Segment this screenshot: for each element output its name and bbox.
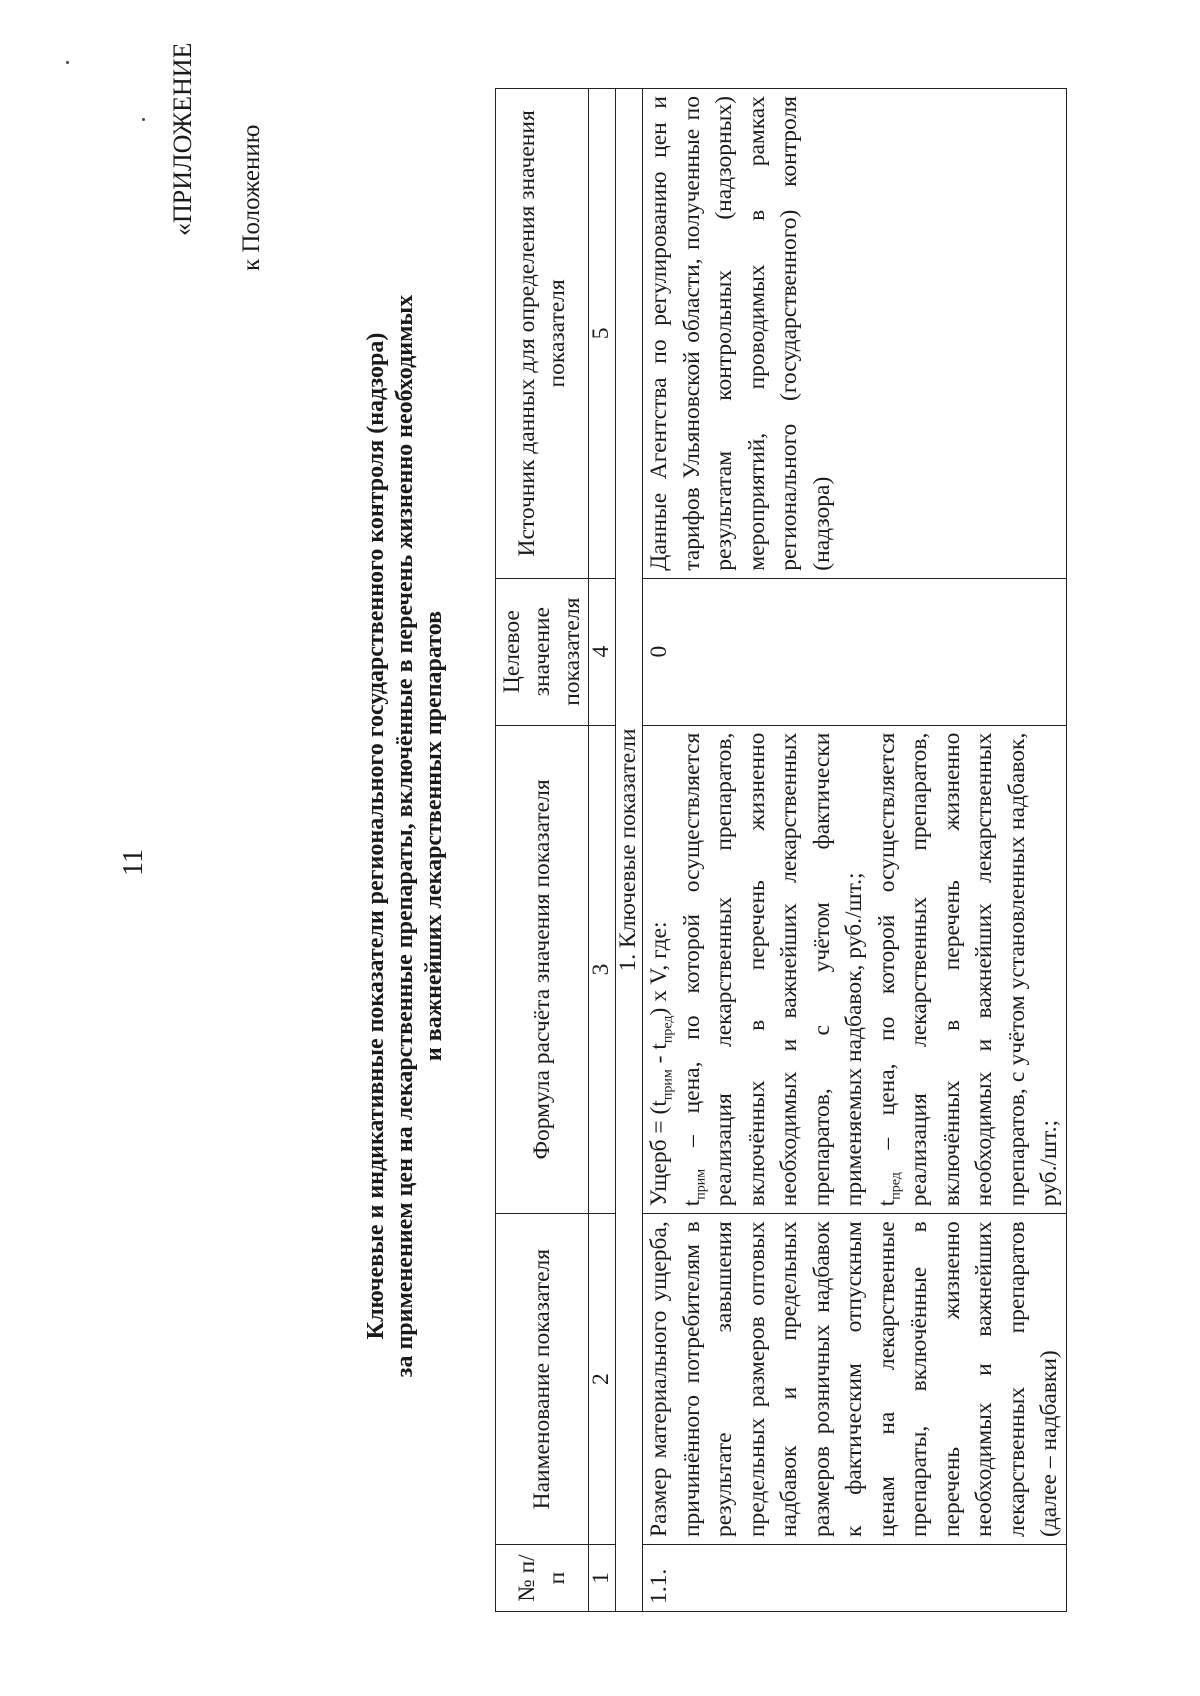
column-number-row [589, 89, 616, 1612]
column-number: 1 [589, 1545, 616, 1612]
indicator-name: Размер материального ущерба, причинённого потребителям в результате завышения предельных размеров оптовых надбавок и предельных размеров розничных надбавок к фактическим отпускным ценам на лекарственные препараты, включённые в перечень жизненно необходимых и важнейших лекарственных препаратов (далее – надбавки) [643, 1214, 1067, 1545]
table-header-row [496, 89, 589, 1612]
title-line: Ключевые и индикативные показатели регионального государственного контроля (надзора) [363, 332, 389, 1340]
formula-definition: $t_{пред}$ – цена, по которой осуществляется реализация лекарственных препаратов, включённых в перечень жизненно необходимых и важнейших лекарственных препаратов, с учётом установленных надбавок, руб./шт.; [873, 732, 1062, 1207]
table-row [643, 89, 1067, 1612]
indicators-table [495, 88, 1067, 1612]
page-number: 11 [118, 849, 149, 876]
data-source: Данные Агентства по регулированию цен и тарифов Ульяновской области, полученные по результатам контрольных (надзорных) мероприятий, проводимых в рамках регионального (государственного) контроля (надзора) [643, 89, 1067, 579]
header-number: № п/п [496, 1545, 589, 1612]
document-title [362, 156, 449, 1516]
column-number: 3 [589, 725, 616, 1214]
appendix-title: «ПРИЛОЖЕНИЕ [168, 42, 197, 236]
formula-definition: $t_{прим}$ – цена, по которой осуществляется реализация лекарственных препаратов, включённых в перечень жизненно необходимых и важнейших лекарственных препаратов, с учётом фактически применяемых надбавок, руб./шт.; [678, 732, 867, 1207]
column-number: 4 [589, 578, 616, 725]
section-heading: 1. Ключевые показатели [616, 89, 643, 1612]
column-number: 2 [589, 1214, 616, 1545]
title-line: и важнейших лекарственных препаратов [421, 610, 447, 1062]
scan-speck [66, 61, 69, 64]
section-row [616, 89, 643, 1612]
row-number: 1.1. [643, 1545, 1067, 1612]
indicator-formula [643, 725, 1067, 1214]
column-number: 5 [589, 89, 616, 579]
target-value: 0 [643, 578, 1067, 725]
header-target: Целевое значение показателя [496, 578, 589, 725]
header-source: Источник данных для определения значения показателя [496, 89, 589, 579]
appendix-subtitle: к Положению [238, 124, 265, 271]
header-formula: Формула расчёта значения показателя [496, 725, 589, 1214]
title-line: за применением цен на лекарственные препараты, включённые в перечень жизненно необходимых [392, 294, 418, 1378]
header-name: Наименование показателя [496, 1214, 589, 1545]
formula-line: Ущерб = $(t_{прим} - t_{пред})$ x V, где: [646, 921, 676, 1207]
scan-speck [142, 118, 145, 121]
